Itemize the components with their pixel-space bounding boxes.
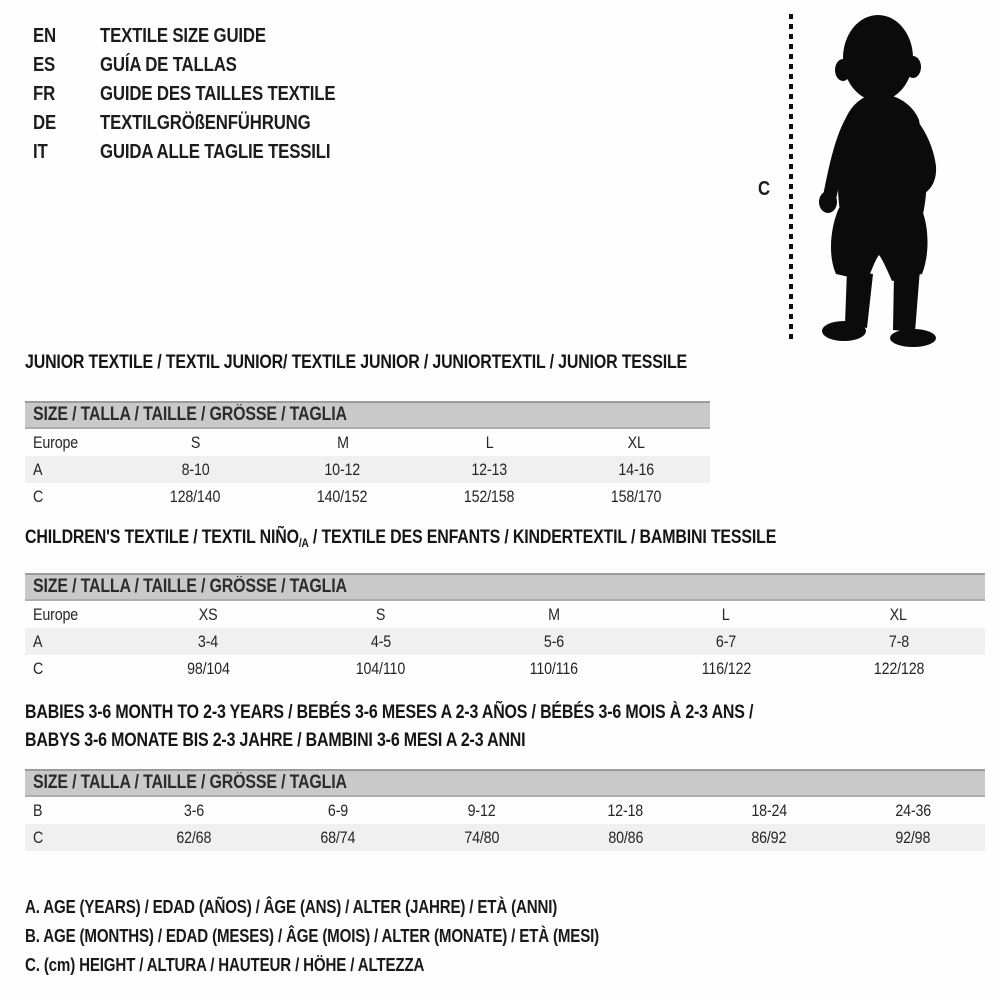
row-label: C [33, 827, 44, 847]
table-cell: 3-4 [198, 631, 219, 651]
table-cell: L [485, 432, 494, 452]
guide-title-it: GUIDA ALLE TAGLIE TESSILI [100, 141, 331, 163]
guide-title-de: TEXTILGRÖßENFÜHRUNG [100, 112, 311, 134]
height-measure-label: C [758, 178, 770, 200]
table-cell: 116/122 [701, 658, 751, 678]
table-cell: 110/116 [529, 658, 578, 678]
children-section-title: CHILDREN'S TEXTILE / TEXTIL $NIÑO_{/A}$ / TEXTILE DES ENFANTS / KINDERTEXTIL / BAMBINI TESSILE [25, 527, 777, 550]
row-label: C [33, 486, 44, 506]
table-cell: 6-7 [716, 631, 737, 651]
table-cell: 128/140 [170, 486, 221, 506]
legend-age-months: B. AGE (MONTHS) / EDAD (MESES) / ÂGE (MOIS) / ALTER (MONATE) / ETÀ (MESI) [25, 926, 600, 946]
babies-size-header-bar: SIZE / TALLA / TAILLE / GRÖSSE / TAGLIA [25, 769, 985, 797]
table-cell: 10-12 [324, 459, 361, 479]
table-cell: S [190, 432, 201, 452]
table-cell: 104/110 [356, 658, 406, 678]
language-code: ES [33, 54, 56, 76]
row-label: A [33, 459, 43, 479]
table-cell: 98/104 [186, 658, 230, 678]
table-row-height-cm [25, 483, 710, 510]
children-section [25, 527, 985, 682]
table-cell: XL [627, 432, 646, 452]
junior-section-title: JUNIOR TEXTILE / TEXTIL JUNIOR/ TEXTILE JUNIOR / JUNIORTEXTIL / JUNIOR TESSILE [25, 352, 688, 373]
table-row-age-months [25, 797, 985, 824]
table-cell: 18-24 [751, 800, 788, 820]
table-cell: 9-12 [467, 800, 496, 820]
table-row-height-cm [25, 824, 985, 851]
row-label: A [33, 631, 43, 651]
language-code: EN [33, 25, 57, 47]
table-cell: M [547, 604, 560, 624]
children-size-header-bar: SIZE / TALLA / TAILLE / GRÖSSE / TAGLIA [25, 573, 985, 601]
guide-title-en: TEXTILE SIZE GUIDE [100, 25, 266, 47]
table-cell: 12-18 [607, 800, 644, 820]
language-row-de [33, 109, 380, 138]
table-cell: 4-5 [370, 631, 391, 651]
table-cell: 140/152 [317, 486, 368, 506]
table-row-age-years [25, 456, 710, 483]
language-code: IT [33, 141, 48, 163]
legend-height-cm: C. (cm) HEIGHT / ALTURA / HAUTEUR / HÖHE / ALTEZZA [25, 955, 425, 975]
table-cell: 7-8 [888, 631, 909, 651]
table-cell: 80/86 [607, 827, 643, 847]
row-label: Europe [33, 432, 79, 452]
babies-section [25, 699, 985, 851]
table-cell: L [722, 604, 730, 624]
table-cell: XS [198, 604, 218, 624]
table-cell: 92/98 [895, 827, 931, 847]
language-code: DE [33, 112, 57, 134]
language-title-block [33, 22, 380, 167]
guide-title-es: GUÍA DE TALLAS [100, 54, 237, 76]
table-cell: 158/170 [611, 486, 662, 506]
language-row-en [33, 22, 380, 51]
height-measure-dotted-line [789, 14, 793, 342]
table-cell: 14-16 [618, 459, 655, 479]
table-row-europe [25, 601, 985, 628]
table-row-age-years [25, 628, 985, 655]
junior-section [25, 352, 710, 510]
language-row-fr [33, 80, 380, 109]
legend-age-years: A. AGE (YEARS) / EDAD (AÑOS) / ÂGE (ANS) / ALTER (JAHRE) / ETÀ (ANNI) [25, 897, 558, 917]
table-cell: 86/92 [751, 827, 787, 847]
nino-a-subscript: /A [298, 536, 309, 550]
table-cell: XL [890, 604, 908, 624]
row-label: Europe [33, 604, 79, 624]
table-cell: 68/74 [320, 827, 356, 847]
table-cell: 3-6 [183, 800, 204, 820]
table-cell: 74/80 [464, 827, 500, 847]
table-cell: 6-9 [327, 800, 348, 820]
table-cell: 12-13 [471, 459, 508, 479]
table-cell: 24-36 [895, 800, 931, 820]
language-code: FR [33, 83, 56, 105]
junior-size-header-bar: SIZE / TALLA / TAILLE / GRÖSSE / TAGLIA [25, 401, 710, 429]
table-row-height-cm [25, 655, 985, 682]
table-row-europe [25, 429, 710, 456]
language-row-it [33, 138, 380, 167]
table-cell: 62/68 [176, 827, 212, 847]
row-label: B [33, 800, 43, 820]
babies-section-title-line2: BABYS 3-6 MONATE BIS 2-3 JAHRE / BAMBINI 3-6 MESI A 2-3 ANNI [25, 730, 526, 751]
table-cell: S [376, 604, 386, 624]
table-cell: 8-10 [181, 459, 210, 479]
table-cell: 5-6 [543, 631, 564, 651]
babies-section-title-line1: BABIES 3-6 MONTH TO 2-3 YEARS / BEBÉS 3-6 MESES A 2-3 AÑOS / BÉBÉS 3-6 MOIS À 2-3 ANS / [25, 702, 754, 723]
table-cell: 152/158 [464, 486, 515, 506]
row-label: C [33, 658, 44, 678]
language-row-es [33, 51, 380, 80]
guide-title-fr: GUIDE DES TAILLES TEXTILE [100, 83, 336, 105]
legend-block [25, 893, 708, 980]
table-cell: 122/128 [873, 658, 924, 678]
table-cell: M [336, 432, 349, 452]
toddler-silhouette-image [800, 8, 962, 348]
